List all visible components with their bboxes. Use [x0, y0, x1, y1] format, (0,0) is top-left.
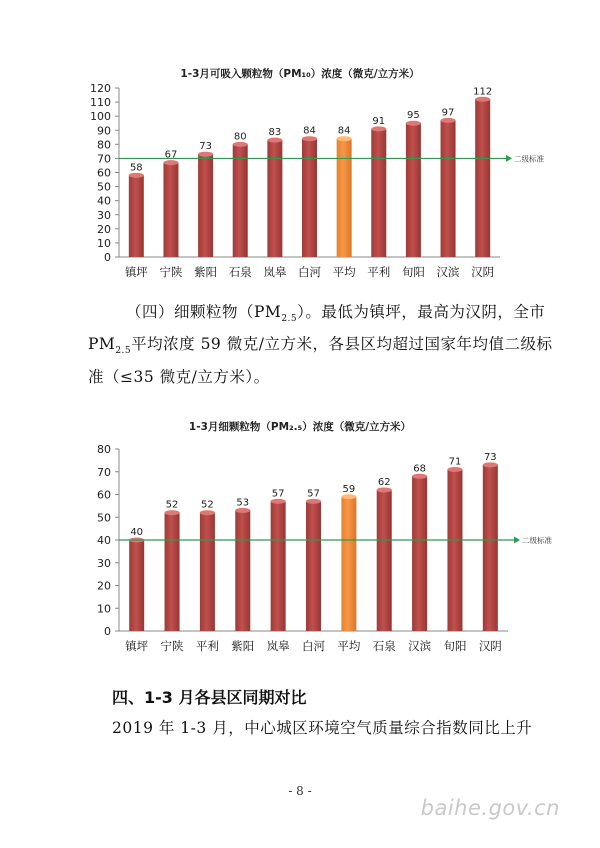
- x-tick-label: 汉滨: [436, 265, 460, 279]
- y-tick-label: 0: [104, 251, 111, 264]
- bar-cap: [129, 173, 144, 178]
- bar-紫阳: [235, 510, 250, 631]
- bar-白河: [306, 501, 321, 631]
- data-label: 62: [377, 476, 391, 488]
- pm25-chart-title: 1-3月细颗粒物（PM₂.₅）浓度（微克/立方米）: [188, 421, 412, 433]
- data-label: 67: [164, 149, 178, 161]
- x-tick-label: 平利: [367, 265, 391, 279]
- x-tick-label: 镇坪: [125, 639, 149, 653]
- page-number: - 8 -: [288, 784, 312, 798]
- bar-汉阴: [475, 99, 490, 257]
- x-tick-label: 紫阳: [194, 265, 218, 279]
- data-label: 40: [130, 527, 144, 538]
- y-tick-label: 70: [97, 465, 111, 479]
- section-4-line-1: （四）细颗粒物$(PM_{2.5})$。最低为镇坪，最高为汉阴，全市: [126, 303, 546, 325]
- bar-岚皋: [271, 501, 286, 631]
- data-label: 57: [271, 488, 285, 500]
- bar-紫阳: [198, 154, 213, 257]
- y-tick-label: 40: [97, 534, 111, 547]
- bar-宁陕: [163, 163, 178, 257]
- x-tick-label: 岚皋: [263, 265, 287, 279]
- y-tick-label: 80: [97, 443, 111, 456]
- x-tick-label: 旬阳: [443, 639, 467, 653]
- bar-镇坪: [129, 540, 144, 631]
- x-tick-label: 汉滨: [408, 639, 432, 653]
- x-tick-label: 汉阴: [471, 265, 495, 279]
- data-label: 68: [413, 463, 426, 475]
- data-label: 73: [199, 141, 212, 153]
- reference-arrow: [506, 155, 512, 162]
- bar-宁陕: [165, 513, 180, 631]
- bar-cap: [406, 121, 421, 126]
- data-label: 83: [268, 127, 282, 139]
- bar-白河: [302, 139, 317, 257]
- bar-平利: [200, 513, 215, 631]
- y-tick-label: 20: [97, 579, 111, 593]
- bar-cap: [200, 510, 215, 515]
- watermark: baihe.gov.cn: [420, 796, 560, 820]
- data-label: 53: [236, 497, 250, 509]
- pm10-chart-title: 1-3月可吸入颗粒物（PM₁₀）浓度（微克/立方米）: [180, 68, 420, 80]
- x-tick-label: 汉阴: [478, 639, 502, 653]
- y-tick-label: 100: [90, 110, 111, 124]
- bar-平均: [341, 497, 356, 631]
- y-tick-label: 70: [97, 152, 111, 166]
- data-label: 112: [473, 86, 493, 98]
- bar-汉滨: [441, 120, 456, 257]
- x-tick-label: 白河: [302, 639, 325, 653]
- x-tick-label: 平均: [332, 265, 356, 279]
- x-tick-label: 白河: [298, 265, 321, 279]
- data-label: 73: [483, 451, 497, 463]
- y-tick-label: 50: [97, 180, 111, 194]
- bar-石泉: [377, 490, 392, 631]
- y-tick-label: 90: [97, 124, 111, 138]
- data-label: 84: [303, 125, 316, 137]
- y-tick-label: 60: [97, 488, 111, 502]
- y-tick-label: 30: [97, 556, 111, 570]
- bar-cap: [447, 467, 462, 472]
- x-tick-label: 宁陕: [159, 265, 183, 279]
- data-label: 97: [441, 107, 455, 119]
- data-label: 84: [337, 125, 351, 137]
- bar-cap: [306, 499, 321, 504]
- y-tick-label: 0: [104, 625, 111, 638]
- y-tick-label: 50: [97, 511, 111, 525]
- data-label: 58: [129, 162, 143, 174]
- x-tick-label: 旬阳: [401, 265, 425, 279]
- y-tick-label: 80: [97, 138, 111, 152]
- bar-石泉: [233, 144, 248, 257]
- x-tick-label: 镇坪: [124, 265, 148, 279]
- bar-cap: [337, 136, 352, 141]
- x-tick-label: 平均: [337, 639, 361, 653]
- bar-cap: [475, 97, 490, 102]
- x-tick-label: 紫阳: [231, 639, 255, 653]
- bar-cap: [165, 510, 180, 515]
- reference-arrow: [514, 537, 520, 544]
- bar-cap: [302, 136, 317, 141]
- bar-汉阴: [483, 465, 498, 631]
- body-text: 2019 年 1-3 月，中心城区环境空气质量综合指数同比上升: [112, 719, 533, 737]
- data-label: 52: [201, 499, 214, 511]
- y-tick-label: 10: [97, 236, 111, 250]
- pm25-chart: [0, 433, 600, 663]
- y-tick-label: 120: [90, 82, 111, 95]
- bar-平利: [371, 129, 386, 257]
- bar-cap: [377, 487, 392, 492]
- y-tick-label: 20: [97, 222, 111, 236]
- y-tick-label: 30: [97, 208, 111, 222]
- bar-镇坪: [129, 175, 144, 257]
- bar-cap: [267, 138, 282, 143]
- data-label: 71: [448, 456, 462, 468]
- reference-line-label: 二级标准: [522, 536, 552, 545]
- data-label: 80: [233, 131, 247, 143]
- section-4-line-2: $PM_{2.5}$平均浓度 59 微克/立方米，各县区均超过国家年均值二级标: [88, 335, 553, 357]
- bar-cap: [341, 494, 356, 499]
- data-label: 91: [372, 115, 386, 127]
- data-label: 95: [407, 110, 420, 122]
- y-tick-label: 110: [90, 96, 111, 110]
- bar-cap: [235, 508, 250, 513]
- bar-cap: [412, 474, 427, 479]
- bar-旬阳: [406, 123, 421, 257]
- x-tick-label: 石泉: [228, 265, 252, 279]
- bar-cap: [371, 126, 386, 131]
- x-tick-label: 平利: [195, 639, 219, 653]
- y-tick-label: 40: [97, 194, 111, 208]
- pm10-chart: [0, 80, 600, 280]
- x-tick-label: 岚皋: [266, 639, 290, 653]
- y-tick-label: 10: [97, 602, 111, 616]
- bar-岚皋: [267, 140, 282, 257]
- bar-cap: [441, 118, 456, 123]
- section-4-line-3: 准（≤35 微克/立方米）。: [88, 368, 270, 386]
- x-tick-label: 宁陕: [160, 639, 184, 653]
- y-tick-label: 60: [97, 166, 111, 180]
- x-tick-label: 石泉: [372, 639, 396, 653]
- data-label: 57: [307, 488, 320, 500]
- bar-cap: [483, 462, 498, 467]
- bar-汉滨: [412, 476, 427, 631]
- data-label: 52: [165, 499, 179, 511]
- bar-旬阳: [447, 469, 462, 631]
- bar-cap: [163, 160, 178, 165]
- bar-cap: [271, 499, 286, 504]
- bar-cap: [198, 152, 213, 157]
- data-label: 59: [342, 483, 356, 495]
- bar-平均: [337, 139, 352, 257]
- bar-cap: [233, 142, 248, 147]
- section-heading: 四、1-3 月各县区同期对比: [112, 688, 307, 707]
- reference-line-label: 二级标准: [514, 154, 544, 164]
